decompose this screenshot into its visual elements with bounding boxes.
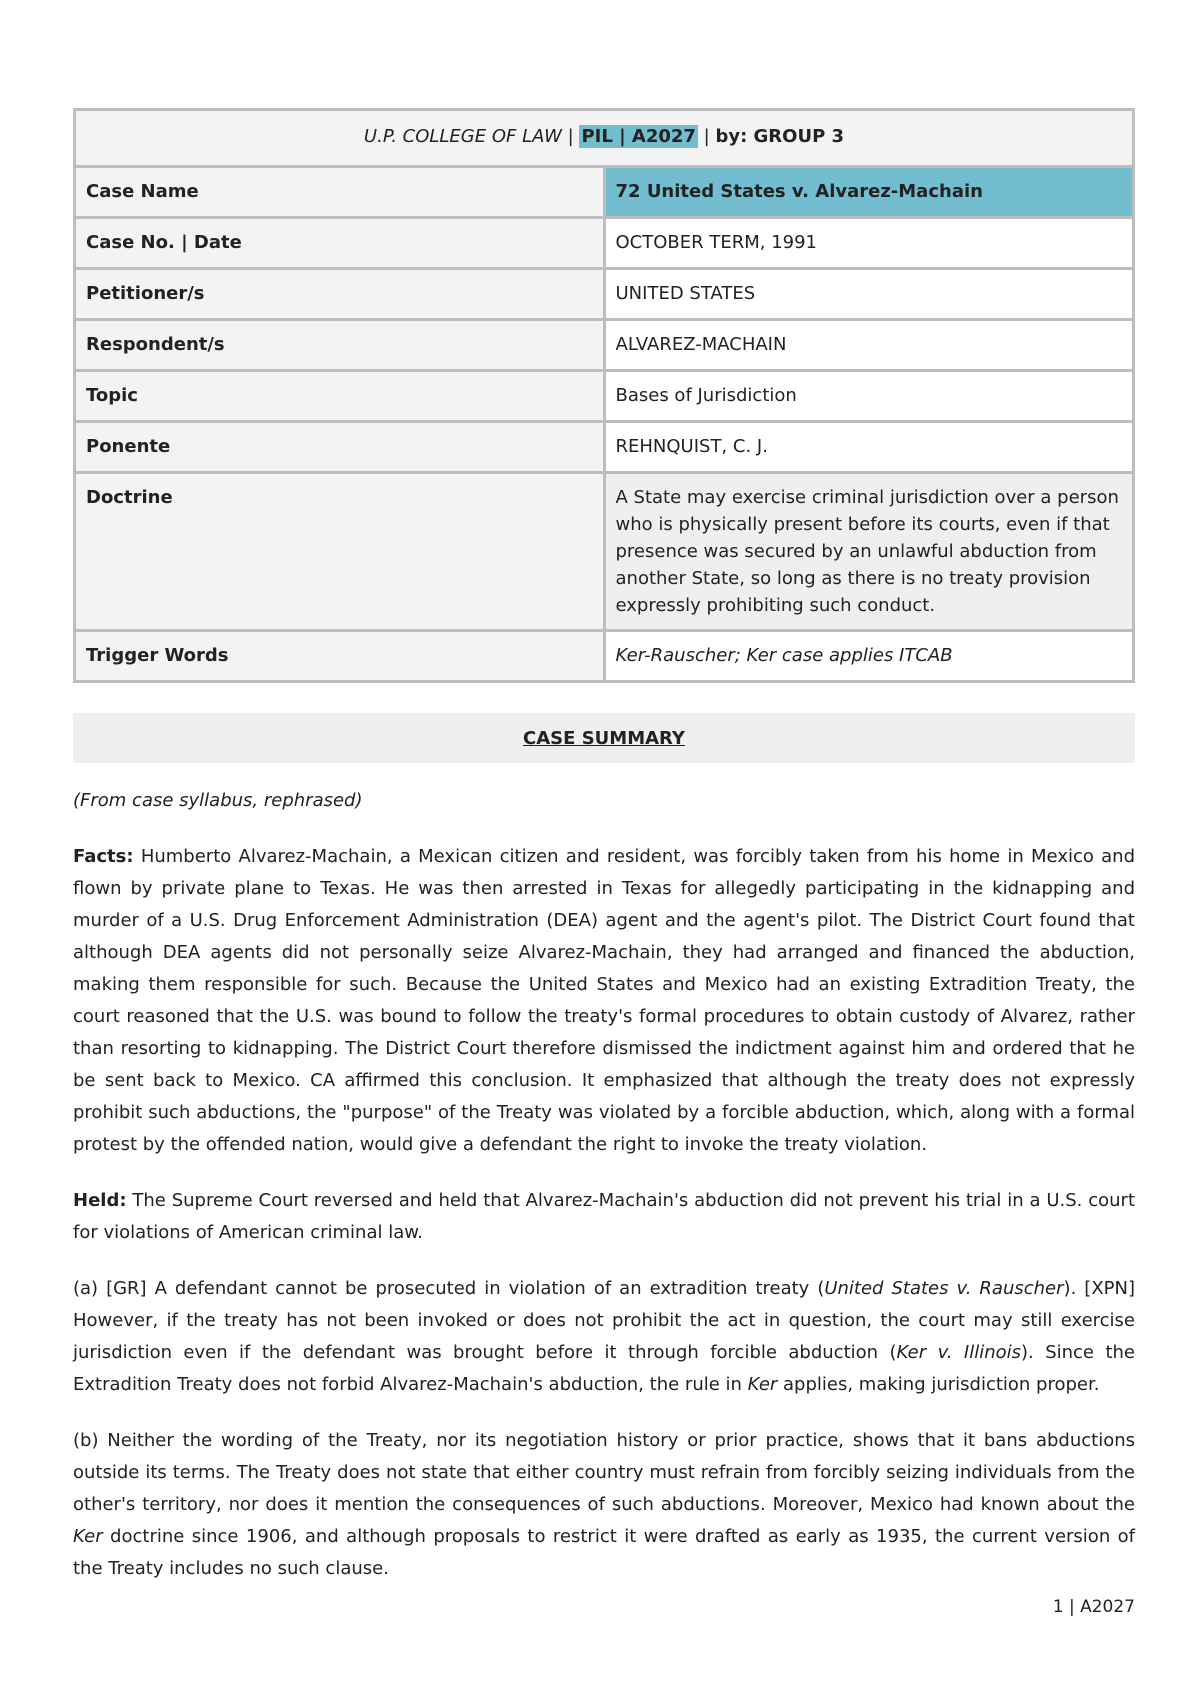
row-value: ALVAREZ-MACHAIN xyxy=(604,320,1134,371)
page-footer: 1 | A2027 xyxy=(1052,1597,1135,1617)
case-citation: Ker xyxy=(747,1374,778,1395)
case-summary-body xyxy=(73,785,1135,1585)
row-case-no xyxy=(75,218,1134,269)
row-label: Case No. | Date xyxy=(75,218,605,269)
paragraph-a xyxy=(73,1273,1135,1401)
case-citation: United States v. Rauscher xyxy=(824,1278,1064,1299)
row-value: Bases of Jurisdiction xyxy=(604,371,1134,422)
table-header xyxy=(75,110,1134,167)
header-prefix: U.P. COLLEGE OF LAW xyxy=(363,126,562,147)
row-case-name xyxy=(75,167,1134,218)
held-paragraph xyxy=(73,1185,1135,1249)
text-run: ). Since the Extradition Treaty does not forbid Alvarez-Machain's abduction, the rule in xyxy=(73,1342,1135,1395)
header-sep: | xyxy=(697,126,716,147)
row-topic xyxy=(75,371,1134,422)
header-sep: | xyxy=(561,126,580,147)
case-citation: Ker xyxy=(73,1526,103,1547)
row-value: A State may exercise criminal jurisdiction over a person who is physically present before its courts, even if that presence was secured by an unlawful abduction from another State, so long as there is no treaty provision expressly prohibiting such conduct. xyxy=(604,473,1134,631)
row-value: OCTOBER TERM, 1991 xyxy=(604,218,1134,269)
held-text: The Supreme Court reversed and held that Alvarez-Machain's abduction did not prevent his trial in a U.S. court for violations of American criminal law. xyxy=(73,1190,1135,1243)
case-citation: Ker v. Illinois xyxy=(896,1342,1022,1363)
source-note: (From case syllabus, rephrased) xyxy=(73,790,363,811)
row-value: REHNQUIST, C. J. xyxy=(604,422,1134,473)
facts-text: Humberto Alvarez-Machain, a Mexican citizen and resident, was forcibly taken from his home in Mexico and flown by private plane to Texas. He was then arrested in Texas for allegedly participating in the kidnapping and murder of a U.S. Drug Enforcement Administration (DEA) agent and the agent's pilot. The District Court found that although DEA agents did not personally seize Alvarez-Machain, they had arranged and financed the abduction, making them responsible for such. Because the United States and Mexico had an existing Extradition Treaty, the court reasoned that the U.S. was bound to follow the treaty's formal procedures to obtain custody of Alvarez, rather than resorting to kidnapping. The District Court therefore dismissed the indictment against him and ordered that he be sent back to Mexico. CA affirmed this conclusion. It emphasized that although the treaty does not expressly prohibit such abductions, the "purpose" of the Treaty was violated by a forcible abduction, which, along with a formal protest by the offended nation, would give a defendant the right to invoke the treaty violation. xyxy=(73,846,1135,1155)
paragraph-b xyxy=(73,1425,1135,1585)
text-run: ). [XPN] However, if the treaty has not been invoked or does not prohibit the act in question, the court may still exercise jurisdiction even if the defendant was brought before it through forcible abduction ( xyxy=(73,1278,1135,1363)
row-value: Ker-Rauscher; Ker case applies ITCAB xyxy=(604,631,1134,682)
text-run: doctrine since 1906, and although proposals to restrict it were drafted as early as 1935, the current version of the Treaty includes no such clause. xyxy=(73,1526,1135,1579)
row-label: Trigger Words xyxy=(75,631,605,682)
row-respondent xyxy=(75,320,1134,371)
case-summary-heading xyxy=(73,713,1135,763)
facts-paragraph xyxy=(73,841,1135,1161)
case-info-table xyxy=(73,108,1135,683)
held-label: Held: xyxy=(73,1190,127,1211)
text-run: (a) [GR] A defendant cannot be prosecuted in violation of an extradition treaty ( xyxy=(73,1278,825,1299)
row-label: Case Name xyxy=(75,167,605,218)
row-ponente xyxy=(75,422,1134,473)
text-run: (b) Neither the wording of the Treaty, nor its negotiation history or prior practice, shows that it bans abductions outside its terms. The Treaty does not state that either country must refrain from forcibly seizing individuals from the other's territory, nor does it mention the consequences of such abductions. Moreover, Mexico had known about the xyxy=(73,1430,1135,1515)
row-label: Doctrine xyxy=(75,473,605,631)
facts-label: Facts: xyxy=(73,846,134,867)
header-subject: PIL | A2027 xyxy=(581,126,696,147)
row-label: Petitioner/s xyxy=(75,269,605,320)
header-group: by: GROUP 3 xyxy=(715,126,845,147)
row-petitioner xyxy=(75,269,1134,320)
row-doctrine xyxy=(75,473,1134,631)
row-value: UNITED STATES xyxy=(604,269,1134,320)
document-page xyxy=(73,108,1135,1609)
row-label: Respondent/s xyxy=(75,320,605,371)
row-trigger-words xyxy=(75,631,1134,682)
text-run: applies, making jurisdiction proper. xyxy=(777,1374,1100,1395)
row-value: 72 United States v. Alvarez-Machain xyxy=(604,167,1134,218)
row-label: Topic xyxy=(75,371,605,422)
row-label: Ponente xyxy=(75,422,605,473)
case-summary-title: CASE SUMMARY xyxy=(523,727,685,749)
